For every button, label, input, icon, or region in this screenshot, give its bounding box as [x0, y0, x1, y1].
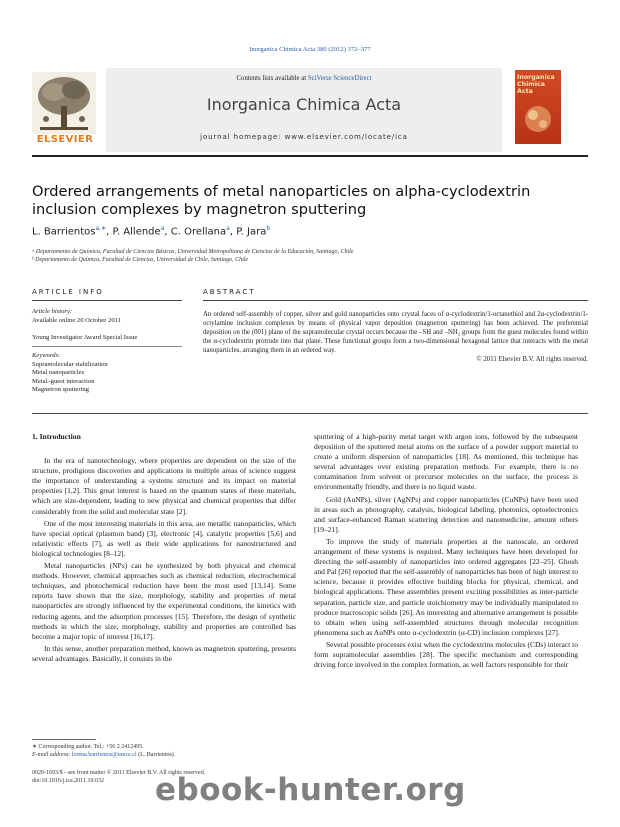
body-paragraph: Metal nanoparticles (NPs) can be synthesized by both physical and chemical methods. However, chemical approaches such as chemical reduction, electrochemical techniques, and photochemical reduction have been the most used [13,14]. Some reports have shown that the size, morphology, stability and properties of metal nanoparticles are strongly influenced by the experimental conditions, the kinetics with reducing agents, and the adsorption processes [15]. Therefore, the design of synthetic methods in which the size, morphology, stability and properties are controlled has become a major topic of interest [16,17]. [32, 561, 296, 641]
author-affiliation-mark[interactable]: a [160, 225, 165, 232]
journal-homepage[interactable]: journal homepage: www.elsevier.com/locate/ica [200, 133, 408, 141]
author-name: L. Barrientos [32, 226, 96, 238]
keyword: Magnetron sputtering [32, 386, 89, 393]
keywords-label: Keywords: [32, 352, 61, 359]
header-rule [32, 155, 588, 157]
author-name: C. Orellana [170, 226, 227, 238]
special-issue: Young Investigator Award Special Issue [32, 334, 138, 341]
body-right-column [314, 432, 578, 672]
keywords-block [32, 352, 182, 395]
email-link[interactable]: lorena.barrientos@umce.cl [71, 752, 137, 758]
body-paragraph: In the era of nanotechnology, where properties are dependent on the size of the structure, prodigious discoveries and applications in multiple areas of science suggest the importance of understanding a systems structure and its impact on material properties [1,2]. This great interest is based on the quantum states of these materials, which are size-dependent, leading to new physical and chemical properties that differ considerably from the solid and molecular state [2]. [32, 456, 296, 516]
journal-cover-thumbnail [515, 70, 561, 144]
affiliation-b: ᵇ Departamento de Química, Facultad de Ciencias, Universidad de Chile, Santiago, Chile [32, 257, 249, 263]
journal-name: Inorganica Chimica Acta [206, 95, 402, 114]
author-affiliation-mark[interactable]: b [266, 225, 271, 232]
elsevier-wordmark: ELSEVIER [36, 134, 94, 145]
body-paragraph: Several possible processes exist when the cyclodextrins molecules (CDs) interact to form supramolecular assemblies [28]. The specific mechanism and corresponding driving force involved in the complex formation, as well factors responsible for their [314, 639, 578, 670]
body-paragraph: One of the most interesting materials in this area, are metallic nanoparticles, which have special optical (plasmon band) [3], electronic [4], catalytic properties [5,6] and relativistic effects [7], as well as their wide applications for nanostructured and biological technologies [8–12]. [32, 518, 296, 558]
elsevier-tree-logo [32, 72, 96, 134]
issn-line: 0020-1693/$ - see front matter © 2011 Elsevier B.V. All rights reserved. [32, 770, 206, 776]
keyword: Supramolecular stabilization [32, 360, 108, 368]
email-suffix: (L. Barrientos). [136, 752, 176, 758]
history-value: Available online 20 October 2011 [32, 316, 121, 324]
body-rule [32, 413, 588, 414]
body-paragraph: To improve the study of materials properties at the nanoscale, an ordered arrangement of these systems is required. Many techniques have been developed for directing the self-assembly of nanoparticles into ordered aggregates [22–25]. Ghosh and Pal [26] reported that the self-assembly of nanoparticles has been of high interest to science, because it provides effective building blocks for physical, chemical, and biological applications. These assemblies present exciting possibilities as inter-particle separation, particle size, and particle stoichiometry may be individually manipulated to produce macroscopic solids [26]. An interesting and alternative arrangement is possible to obtain when using self-assembled structures through molecular recognition phenomena such as AuNPs onto α-cyclodextrin (α-CD) inclusion complexes [27]. [314, 536, 578, 637]
abstract-copyright: © 2011 Elsevier B.V. All rights reserved. [476, 356, 588, 364]
email-note [32, 751, 175, 759]
body-paragraph: In this sense, another preparation method, known as magnetron sputtering, presents several advantages. Basically, it consists in the [32, 643, 296, 663]
keyword: Metal–guest interaction [32, 377, 95, 385]
author-name: P. Jara [236, 226, 267, 238]
corresponding-author-note: ∗ Corresponding author. Tel.: +56 2 2412495. [32, 744, 144, 750]
article-history [32, 308, 182, 325]
watermark: ebook-hunter.org [155, 772, 466, 808]
sciverse-link[interactable]: SciVerse ScienceDirect [307, 75, 372, 82]
body-paragraph: Gold (AuNPs), silver (AgNPs) and copper nanoparticles (CuNPs) have been used in areas such as photography, catalysis, biological labeling, photonics, optoelectronics and surface-enhanced Raman scattering detection and nanomedicine, amount others [19–21]. [314, 494, 578, 534]
history-label: Article history: [32, 308, 73, 315]
author-list: L. Barrientos$^{a,∗}$, P. Allende$^a$, C. Orellana$^a$, P. Jara$^b$ [32, 225, 271, 238]
author-name: P. Allende [112, 226, 161, 238]
journal-reference[interactable]: Inorganica Chimica Acta 380 (2012) 372–377 [249, 46, 371, 53]
article-title: Ordered arrangements of metal nanoparticles on alpha-cyclodextrin inclusion complexes by magnetron sputtering [32, 183, 531, 218]
body-paragraph: sputtering of a high-purity metal target with argon ions, followed by the subsequent deposition of the sputtered metal atoms on the surface of a powder support material to create a uniform dispersion of nanoparticles [18]. As mentioned, this technique has several advantages over existing preparation methods. For example, there is no contamination from solvent or precursor molecules on the surface, the process is environmentally friendly, and there is no liquid waste. [314, 432, 578, 492]
footnote-rule [32, 739, 96, 740]
article-info-heading: ARTICLE INFO [32, 288, 104, 296]
article-info-rule [32, 300, 182, 301]
abstract-heading: ABSTRACT [203, 288, 256, 296]
doi-link[interactable]: doi:10.1016/j.ica.2011.10.032 [32, 778, 104, 784]
abstract-rule [203, 300, 588, 301]
author-affiliation-mark[interactable]: a [226, 225, 230, 232]
body-left-column [32, 432, 296, 666]
affiliation-a: ᵃ Departamento de Química, Facultad de Ciencias Básicas, Universidad Metropolitana de Ciencias de la Educación, Santiago, Chile [32, 249, 354, 255]
abstract-block [203, 310, 588, 365]
keyword: Metal nanoparticles [32, 369, 85, 376]
contents-line [106, 75, 502, 82]
email-label: E-mail address: [32, 752, 72, 758]
contents-prefix: Contents lists available at [236, 75, 308, 82]
cover-title: Inorganica Chimica Acta [517, 74, 555, 95]
author-affiliation-mark[interactable]: a,∗ [95, 225, 107, 232]
section-heading: 1. Introduction [32, 432, 81, 441]
info-divider [32, 346, 182, 347]
abstract-text: An ordered self-assembly of copper, silver and gold nanoparticles onto crystal faces of α-cyclodextrin/1-octanethiol and 2α-cyclodextrin/1-octylamine inclusion complexes by means of physical vapor deposition (magnetron sputtering) has been achieved. The preferential deposition on the (001) plane of the supramolecular crystal occurs because the –SH and –NH₂ groups from the guest molecules found within the α-cyclodextrin protrude into that plane. These functional groups form a two-dimensional hexagonal lattice that interacts with the metal nanoparticles, arranging them in an ordered way. [203, 311, 588, 355]
